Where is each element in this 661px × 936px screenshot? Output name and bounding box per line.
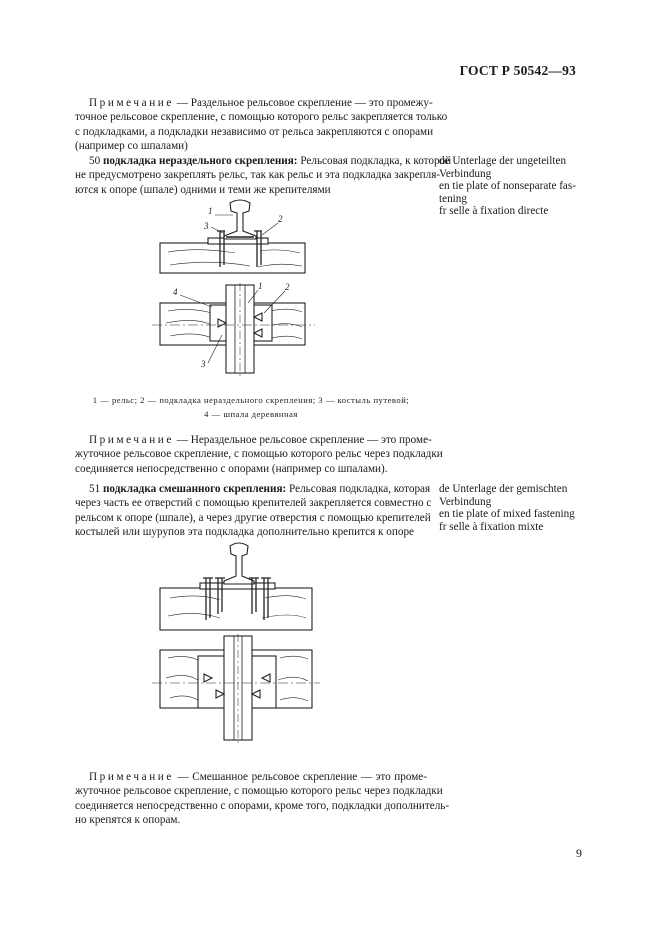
term-51-definition: 51 подкладка смешанного скрепления: Рельсовая подкладка, которая через часть ее отверстий с помощью крепителей закрепляется совместно с рельсом к опоре (шпале), а через другие отверстия с помощью крепителей костылей или шурупов эта подкладка дополнительно крепится к опоре	[75, 483, 432, 538]
term-number: 50	[89, 155, 101, 167]
callout-2-plan: 2	[285, 282, 290, 292]
callout-2-top: 2	[278, 214, 283, 224]
term-50-translations: de Unterlage der ungeteilten Verbindung en tie plate of nonseparate fas- tening fr selle à fixation directe	[439, 155, 576, 218]
callout-1-plan: 1	[258, 281, 263, 291]
page-number: 9	[576, 846, 582, 860]
note-label: Примечание	[89, 771, 174, 783]
term-name: подкладка смешанного скрепления:	[102, 483, 287, 495]
note-mixed-fastening: Примечание — Смешанное рельсовое скрепление — это проме- жуточное рельсовое скрепление, с помощью которого рельс через подкладки соединяется непосредственно с опорами, кроме того, подкладки дополнитель- но крепятся к опорам.	[75, 771, 450, 826]
figure-1-caption: 1 — рельс; 2 — подкладка нераздельного скрепления; 3 — костыль путевой; 4 — шпала деревянная	[92, 395, 410, 419]
term-50-definition: 50 подкладка нераздельного скрепления: Рельсовая подкладка, к которой не предусмотрено закреплять рельс, так как рельс и эта подкладка закрепля- ются к опоре (шпале) одними и теми же крепителями	[75, 155, 452, 196]
figure-nonseparate-tieplate	[140, 195, 340, 380]
note-label: Примечание	[89, 434, 174, 446]
term-name: подкладка нераздельного скрепления:	[102, 155, 298, 167]
plan-view	[152, 283, 315, 377]
callout-3-top: 3	[204, 221, 209, 231]
callout-3-plan: 3	[201, 359, 206, 369]
note-nonseparate-fastening: Примечание — Нераздельное рельсовое скрепление — это проме- жуточное рельсовое скрепление, с помощью которого рельс через подкладки соединяется непосредственно с опорами (например со шпалами).	[75, 434, 443, 475]
section-view	[160, 543, 312, 630]
note-label: Примечание	[89, 97, 174, 109]
figure-mixed-tieplate	[140, 538, 335, 743]
term-51-translations: de Unterlage der gemischten Verbindung en tie plate of mixed fastening fr selle à fixation mixte	[439, 483, 575, 533]
section-view	[160, 200, 305, 273]
standard-header: ГОСТ Р 50542—93	[459, 63, 576, 78]
term-number: 51	[89, 483, 101, 495]
callout-1-top: 1	[208, 206, 213, 216]
plan-view	[152, 634, 320, 743]
callout-4: 4	[173, 287, 178, 297]
note-separate-fastening: Примечание — Раздельное рельсовое скрепление — это промежу- точное рельсовое скрепление, с помощью которого рельс закрепляется только с подкладками, а подкладки независимо от рельса закрепляются с опорами (например со шпалами)	[75, 97, 448, 152]
